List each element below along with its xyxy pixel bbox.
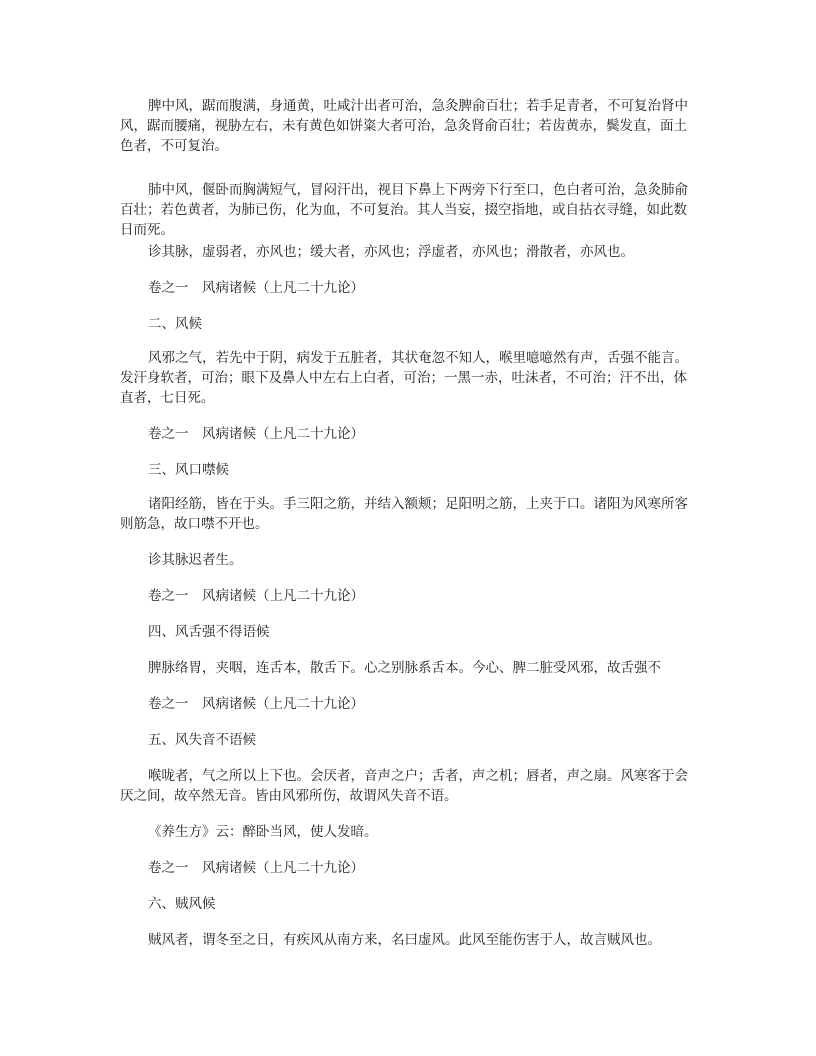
chapter-heading: 卷之一 风病诸候（上凡二十九论） — [148, 588, 364, 604]
paragraph-slow-pulse: 诊其脉迟者生。 — [148, 552, 243, 568]
paragraph-spleen-kidney-wind: 脾中风，踞而腹满，身通黄，吐咸汁出者可治，急灸脾俞百壮；若手足青者，不可复治肾中风，踞而腰痛，视胁左右，未有黄色如饼粢大者可治，急灸肾俞百壮；若齿黄赤，鬓发直，面土色者，不可复治。 — [120, 98, 688, 154]
chapter-heading: 卷之一 风病诸候（上凡二十九论） — [148, 696, 364, 712]
chapter-heading: 卷之一 风病诸候（上凡二十九论） — [148, 280, 364, 296]
paragraph-yangsheng-quote: 《养生方》云：醉卧当风，使人发暗。 — [148, 824, 378, 840]
section-heading-2: 二、风候 — [148, 316, 202, 332]
paragraph-pulse-diagnosis: 诊其脉，虚弱者，亦风也；缓大者，亦风也；浮虚者，亦风也；滑散者，亦风也。 — [148, 244, 634, 260]
paragraph-thief-wind: 贼风者，谓冬至之日，有疾风从南方来，名曰虚风。此风至能伤害于人，故言贼风也。 — [148, 932, 661, 948]
paragraph-wind-syndrome: 风邪之气，若先中于阴，病发于五脏者，其状奄忽不知人，喉里噫噫然有声，舌强不能言。发汗身软者，可治；眼下及鼻人中左右上白者，可治；一黑一赤，吐沫者，不可治；汗不出，体直者，七日死。 — [120, 350, 688, 406]
section-heading-5: 五、风失音不语候 — [148, 732, 256, 748]
paragraph-loss-of-voice: 喉咙者，气之所以上下也。会厌者，音声之户；舌者，声之机；唇者，声之扇。风寒客于会厌之间，故卒然无音。皆由风邪所伤，故谓风失音不语。 — [120, 768, 688, 804]
paragraph-lung-wind: 肺中风，偃卧而胸满短气，冒闷汗出，视目下鼻上下两旁下行至口，色白者可治，急灸肺俞百壮；若色黄者，为肺已伤，化为血，不可复治。其人当妄，掇空指地，或自拈衣寻缝，如此数日而死。 — [120, 182, 688, 238]
section-heading-4: 四、风舌强不得语候 — [148, 624, 270, 640]
paragraph-stiff-tongue: 脾脉络胃，夹咽，连舌本，散舌下。心之别脉系舌本。今心、脾二脏受风邪，故舌强不 — [148, 660, 661, 676]
chapter-heading: 卷之一 风病诸候（上凡二十九论） — [148, 426, 364, 442]
paragraph-lockjaw: 诸阳经筋，皆在于头。手三阳之筋，并结入额颊；足阳明之筋，上夹于口。诸阳为风寒所客则筋急，故口噤不开也。 — [120, 496, 688, 532]
section-heading-3: 三、风口噤候 — [148, 462, 229, 478]
chapter-heading: 卷之一 风病诸候（上凡二十九论） — [148, 860, 364, 876]
section-heading-6: 六、贼风候 — [148, 896, 216, 912]
